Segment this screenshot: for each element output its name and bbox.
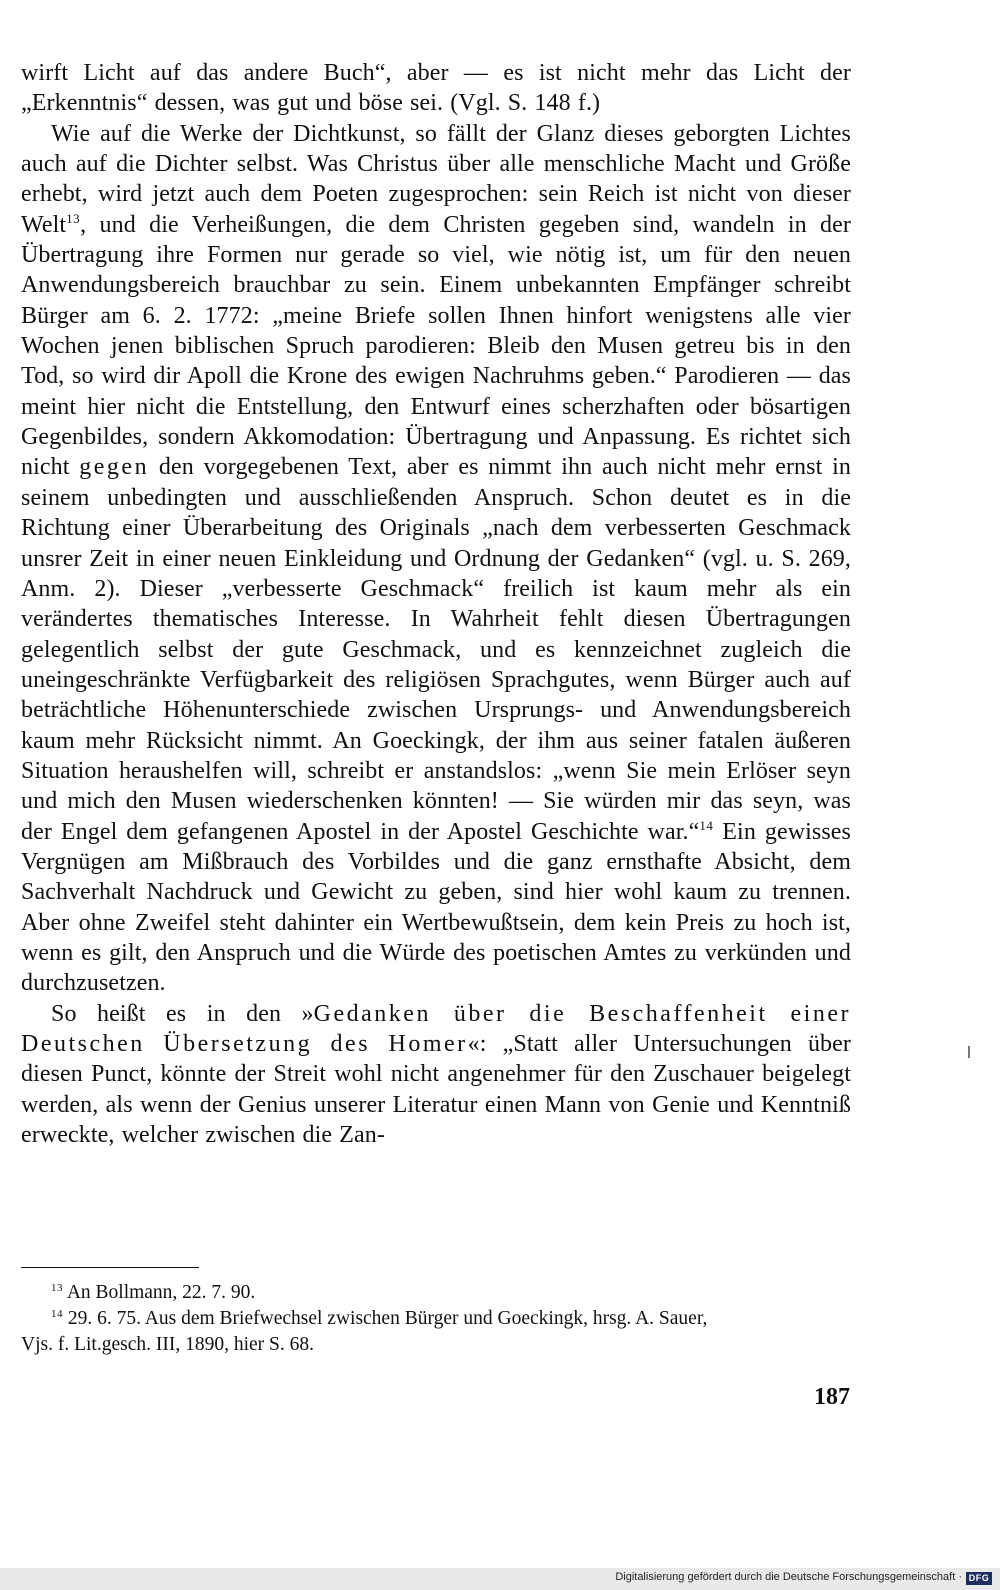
body-text [21, 58, 851, 1150]
paragraph-2: Wie auf die Werke der Dichtkunst, so fällt der Glanz dieses geborgten Lichtes auch auf die Dichter selbst. Was Christus über alle menschliche Macht und Größe erhebt, wird jetzt auch dem Poeten zugesprochen: sein Reich ist nicht von dieser Welt$^{13}$, und die Verheißungen, die dem Christen gegeben sind, wandeln in der Übertragung ihre Formen nur gerade so viel, wie nötig ist, um für den neuen Anwendungsbereich brauchbar zu sein. Einem unbekannten Empfänger schreibt Bürger am 6. 2. 1772: „meine Briefe sollen Ihnen hinfort wenigstens alle vier Wochen jenen biblischen Spruch parodieren: Bleib den Musen getreu bis in den Tod, so wird dir Apoll die Krone des ewigen Nachruhms geben.“ Parodieren — das meint hier nicht die Entstellung, den Entwurf eines scherzhaften oder bösartigen Gegenbildes, sondern Akkomodation: Übertragung und Anpassung. Es richtet sich nicht gegen den vorgegebenen Text, aber es nimmt ihn auch nicht mehr ernst in seinem unbedingten und ausschließenden Anspruch. Schon deutet es in die Richtung einer Überarbeitung des Originals „nach dem verbesserten Geschmack unsrer Zeit in einer neuen Einkleidung und Ordnung der Gedanken“ (vgl. u. S. 269, Anm. 2). Dieser „verbesserte Geschmack“ freilich ist kaum mehr als ein verändertes thematisches Interesse. In Wahrheit fehlt diesen Übertragungen gelegentlich selbst der gute Geschmack, und es kennzeichnet zugleich die uneingeschränkte Verfügbarkeit des religiösen Sprachgutes, wenn Bürger auch auf beträchtliche Höhenunterschiede zwischen Ursprungs- und Anwendungsbereich kaum mehr Rücksicht nimmt. An Goeckingk, der ihm aus seiner fatalen äußeren Situation heraushelfen will, schreibt er anstandslos: „wenn Sie mein Erlöser seyn und mich den Musen wiederschenken könnten! — Sie würden mir das seyn, was der Engel dem gefangenen Apostel in der Apostel Geschichte war.“$^{14}$ Ein gewisses Vergnügen am Mißbrauch des Vorbildes und die ganz ernsthafte Absicht, dem Sachverhalt Nachdruck und Gewicht zu geben, sind hier wohl kaum zu trennen. Aber ohne Zweifel steht dahinter ein Wertbewußtsein, dem kein Preis zu hoch ist, wenn es gilt, den Anspruch und die Würde des poetischen Amtes zu verkünden und durchzusetzen. [21, 120, 851, 997]
spaced-title: Gedanken über die Beschaffenheit einer Deutschen Übersetzung des Homer [21, 1000, 851, 1057]
paragraph-1: wirft Licht auf das andere Buch“, aber — es ist nicht mehr das Licht der „Erkenntnis“ dessen, was gut und böse sei. (Vgl. S. 148 f.) [21, 60, 851, 117]
paragraph-3: So heißt es in den »Gedanken über die Beschaffenheit einer Deutschen Übersetzung des Homer«: „Statt aller Untersuchungen über diesen Punct, könnte der Streit wohl nicht angenehmer für den Zuschauer beigelegt werden, als wenn der Genius unserer Literatur einen Mann von Genie und Kenntniß erweckte, welcher zwischen die Zan- [21, 1000, 851, 1149]
footnote-14: $^{14}$ 29. 6. 75. Aus dem Briefwechsel zwischen Bürger und Goeckingk, hrsg. A. Sauer, Vjs. f. Lit.gesch. III, 1890, hier S. 68. [21, 1308, 708, 1355]
dfg-logo-icon[interactable]: DFG [966, 1572, 992, 1585]
credit-text[interactable]: Digitalisierung gefördert durch die Deutsche Forschungsgemeinschaft · [615, 1571, 962, 1583]
digitization-credit-bar [0, 1568, 1000, 1590]
footnote-divider [21, 1267, 199, 1268]
footnotes [21, 1280, 851, 1358]
footnote-13: $^{13}$ An Bollmann, 22. 7. 90. [51, 1282, 256, 1303]
footnote-ref-13[interactable]: 13 [66, 210, 81, 226]
page-number: 187 [814, 1384, 850, 1410]
scan-mark [968, 1046, 970, 1058]
spaced-emphasis: gegen [79, 454, 150, 481]
footnote-ref-14[interactable]: 14 [699, 817, 714, 833]
